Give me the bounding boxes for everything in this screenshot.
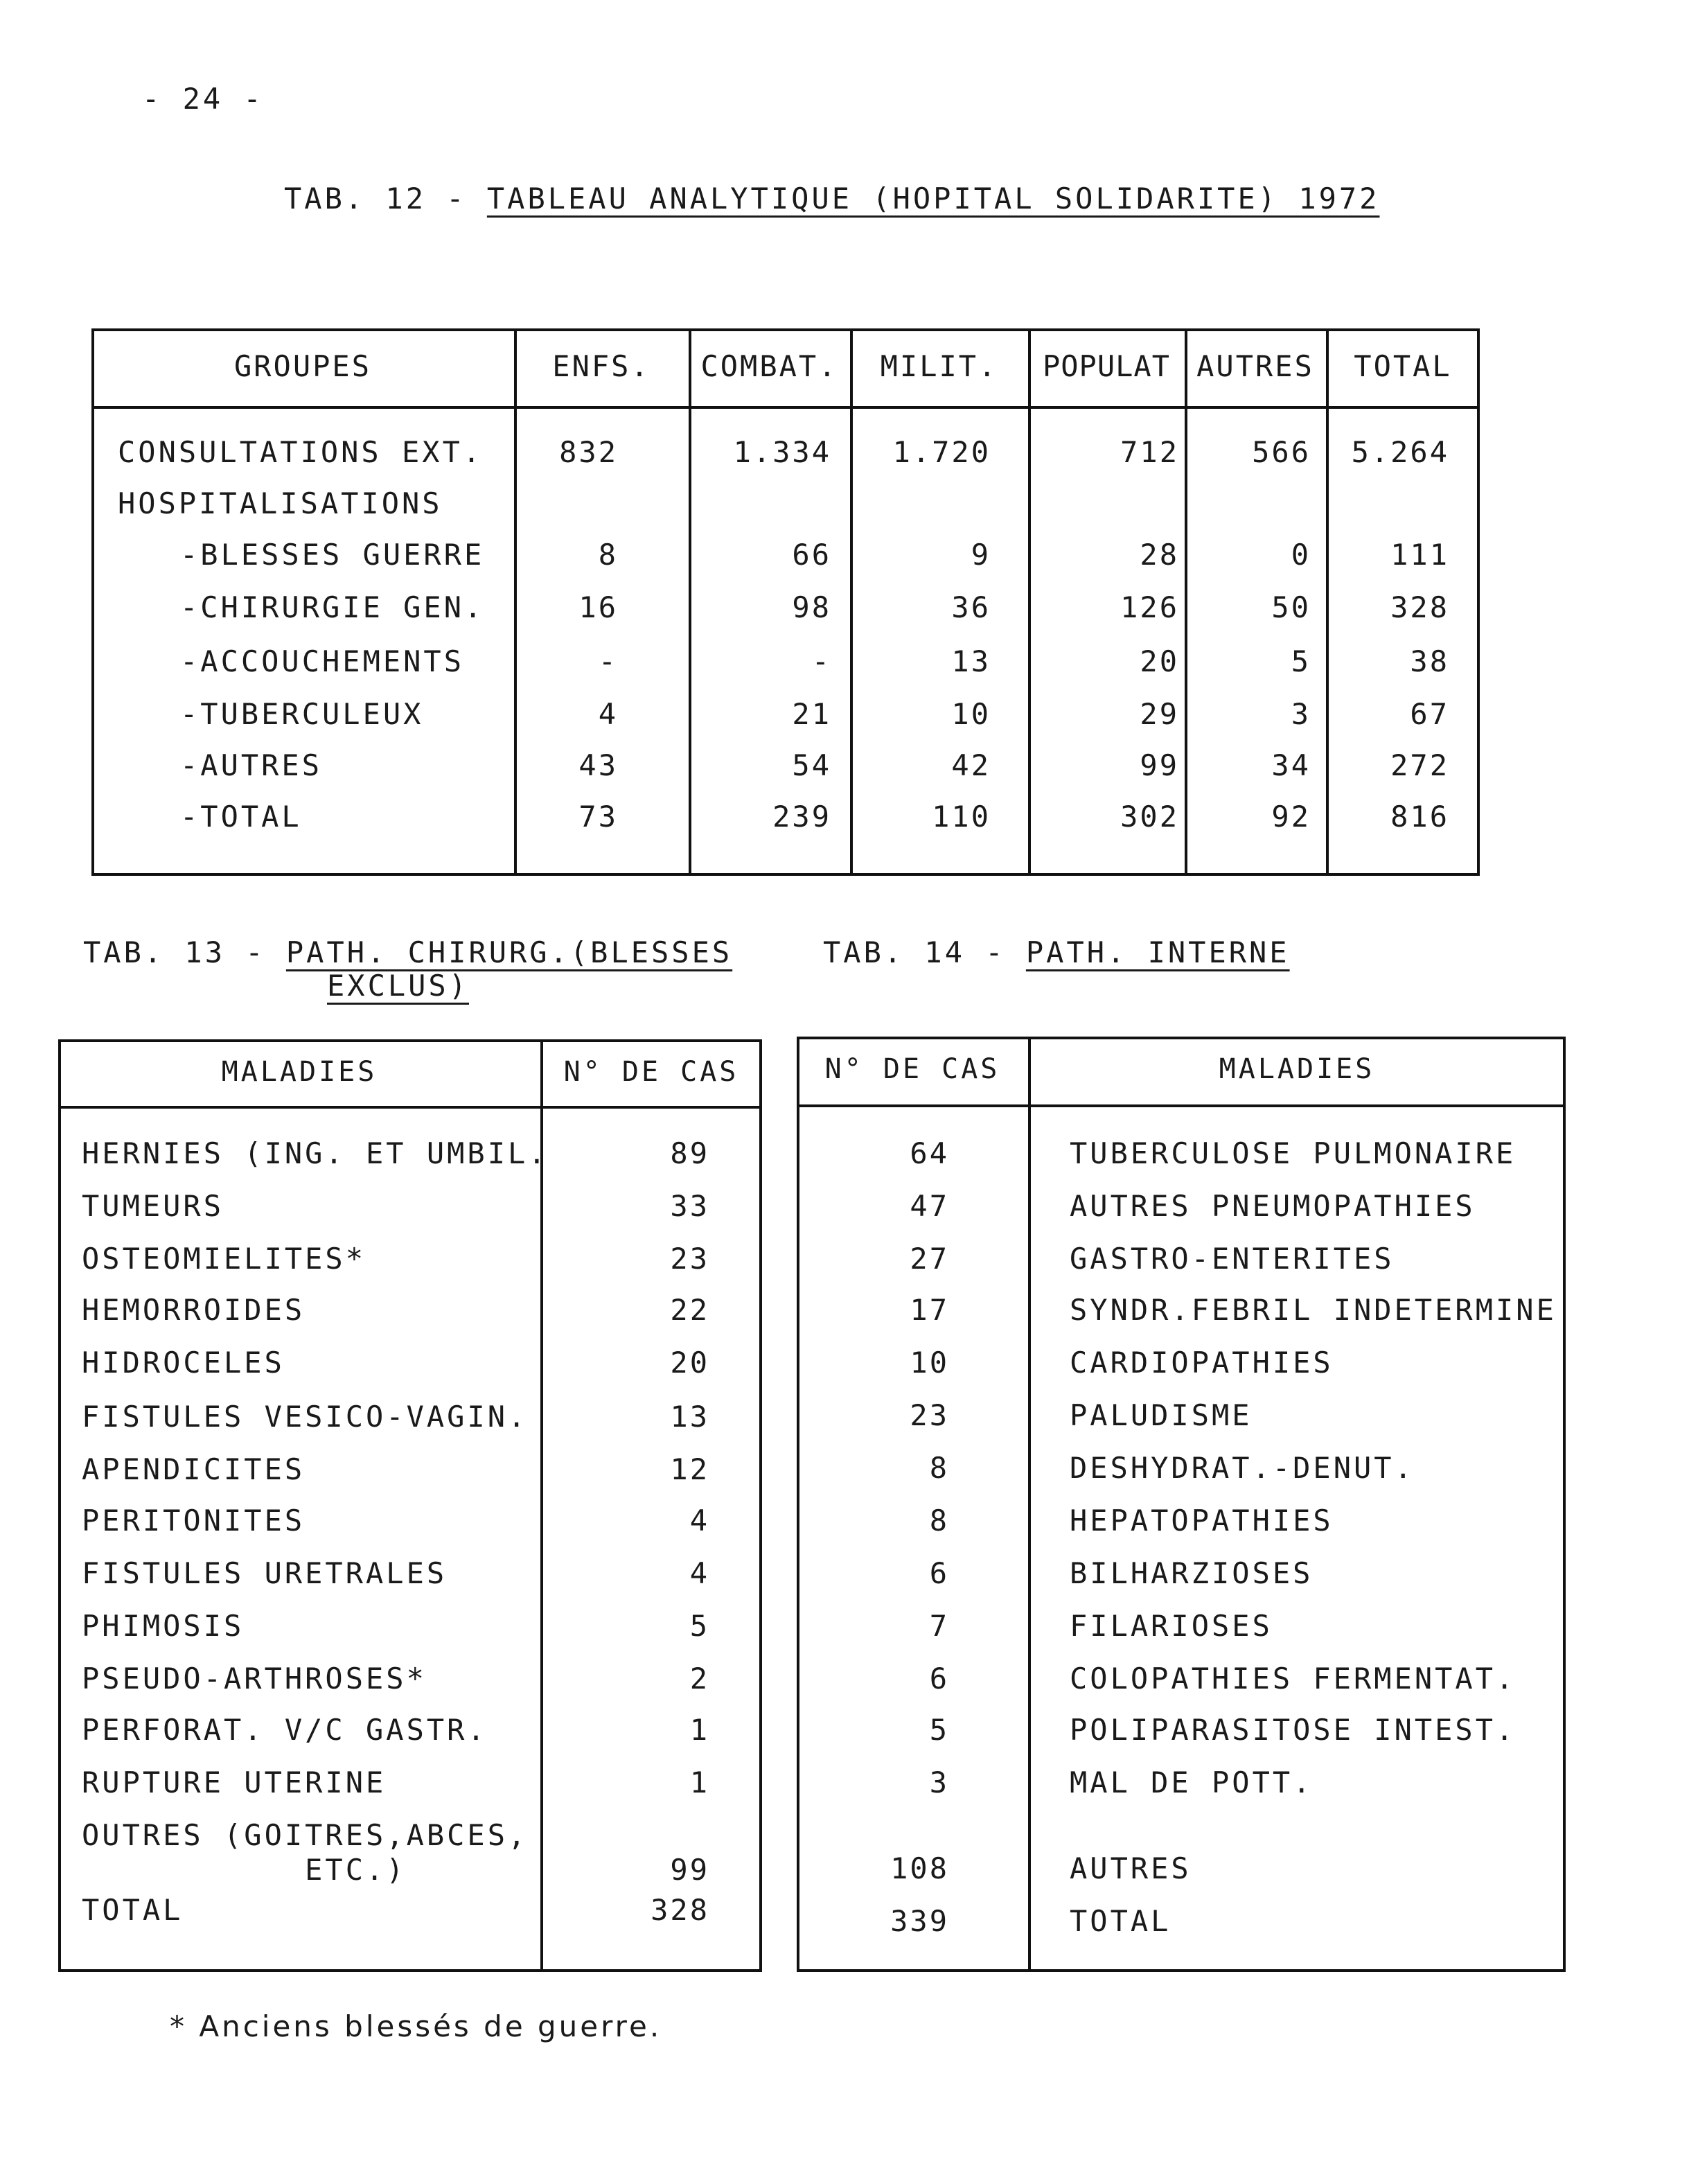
tab12-col-divider	[689, 328, 691, 876]
tab12-cell: 98	[792, 590, 831, 624]
tab13-row-label: RUPTURE UTERINE	[82, 1765, 387, 1799]
tab13-row-value: 23	[670, 1242, 709, 1276]
tab12-cell: 110	[932, 800, 991, 834]
tab14-row-value: 5	[929, 1713, 949, 1747]
tab13-header-divider	[58, 1106, 762, 1109]
footnote: * Anciens blessés de guerre.	[170, 2009, 662, 2043]
tab12-cell: 1.334	[733, 435, 831, 469]
tab12-cell: 16	[578, 590, 618, 624]
tab12-cell: 302	[1120, 800, 1179, 834]
tab12-cell: 4	[598, 697, 618, 731]
tab14-row-label: SYNDR.FEBRIL INDETERMINE	[1070, 1293, 1557, 1327]
tab14-row-value: 6	[929, 1556, 949, 1590]
tab12-cell: 712	[1120, 435, 1179, 469]
tab14-table	[797, 1037, 1566, 1972]
tab12-title-text: TABLEAU ANALYTIQUE (HOPITAL SOLIDARITE) 1972	[486, 182, 1380, 215]
tab12-header-enfs: ENFS.	[552, 349, 651, 383]
tab12-cell: 28	[1140, 538, 1179, 572]
tab13-row-label: APENDICITES	[82, 1452, 306, 1486]
tab14-title	[823, 935, 1290, 969]
tab13-row-value: 328	[651, 1893, 709, 1927]
tab14-row-label: BILHARZIOSES	[1070, 1556, 1314, 1590]
tab12-cell: 0	[1291, 538, 1311, 572]
tab12-row-label: CONSULTATIONS EXT.	[118, 435, 484, 469]
tab12-header-populat: POPULAT	[1042, 349, 1170, 383]
tab12-header-milit: MILIT.	[880, 349, 998, 383]
tab13-row-label: FISTULES VESICO-VAGIN.	[82, 1400, 529, 1434]
tab12-cell: 111	[1390, 538, 1449, 572]
tab13-row-label: OUTRES (GOITRES,ABCES, ETC.)	[82, 1818, 529, 1887]
tab13-row-value: 20	[670, 1346, 709, 1380]
tab14-title-text: PATH. INTERNE	[1025, 935, 1290, 969]
tab12-row-label: -CHIRURGIE GEN.	[180, 590, 485, 624]
tab13-row-label: OSTEOMIELITES*	[82, 1242, 366, 1276]
tab14-row-label: COLOPATHIES FERMENTAT.	[1070, 1662, 1516, 1696]
page-number: - 24 -	[142, 82, 264, 116]
tab13-row-label: PSEUDO-ARTHROSES*	[82, 1662, 427, 1696]
tab14-row-value: 339	[890, 1904, 949, 1938]
tab13-title	[83, 935, 732, 969]
tab12-header-total: TOTAL	[1354, 349, 1452, 383]
tab12-row-label: -TUBERCULEUX	[180, 697, 424, 731]
tab13-row-label: PERITONITES	[82, 1504, 306, 1538]
tab14-row-value: 10	[910, 1346, 949, 1380]
tab13-table	[58, 1039, 762, 1972]
tab14-row-label: AUTRES	[1070, 1851, 1192, 1885]
tab12-cell: 34	[1271, 748, 1311, 782]
tab13-row-value: 22	[670, 1293, 709, 1327]
tab12-cell: 50	[1271, 590, 1311, 624]
tab12-title	[284, 182, 1379, 215]
tab12-cell: 20	[1140, 644, 1179, 678]
tab13-row-value: 4	[689, 1556, 709, 1590]
tab12-cell: 92	[1271, 800, 1311, 834]
tab12-cell: 67	[1410, 697, 1449, 731]
tab12-cell: 272	[1390, 748, 1449, 782]
tab12-cell: 43	[578, 748, 618, 782]
tab12-header-divider	[91, 406, 1480, 409]
tab14-row-label: AUTRES PNEUMOPATHIES	[1070, 1189, 1476, 1223]
tab12-table	[91, 328, 1480, 876]
tab13-row-label: HEMORROIDES	[82, 1293, 306, 1327]
tab13-row-label: TUMEURS	[82, 1189, 224, 1223]
tab12-header-autres: AUTRES	[1196, 349, 1314, 383]
tab14-row-label: GASTRO-ENTERITES	[1070, 1242, 1395, 1276]
tab14-header-maladies: MALADIES	[1219, 1053, 1375, 1085]
tab12-cell: 8	[598, 538, 618, 572]
tab14-row-label: MAL DE POTT.	[1070, 1765, 1314, 1799]
tab12-cell: 42	[951, 748, 991, 782]
tab12-cell: 328	[1390, 590, 1449, 624]
tab14-row-label: CARDIOPATHIES	[1070, 1346, 1334, 1380]
tab14-row-label: DESHYDRAT.-DENUT.	[1070, 1451, 1415, 1485]
tab12-row-label: -TOTAL	[180, 800, 302, 834]
tab12-cell: 3	[1291, 697, 1311, 731]
tab14-row-value: 8	[929, 1504, 949, 1538]
tab14-col-divider	[1028, 1037, 1031, 1972]
tab14-header-divider	[797, 1104, 1566, 1107]
tab12-cell: 1.720	[892, 435, 991, 469]
tab13-header-maladies: MALADIES	[221, 1056, 378, 1088]
tab12-cell: 239	[772, 800, 831, 834]
tab12-cell: 66	[792, 538, 831, 572]
tab14-row-value: 47	[910, 1189, 949, 1223]
tab14-row-value: 23	[910, 1398, 949, 1432]
tab12-row-label: HOSPITALISATIONS	[118, 486, 443, 520]
tab12-cell: 73	[578, 800, 618, 834]
tab12-cell: 5.264	[1351, 435, 1449, 469]
tab12-cell: 13	[951, 644, 991, 678]
tab13-row-value: 1	[689, 1765, 709, 1799]
tab13-row-label: PERFORAT. V/C GASTR.	[82, 1713, 488, 1747]
tab12-cell: -	[811, 644, 831, 678]
tab13-row-value: 1	[689, 1713, 709, 1747]
tab12-cell: 126	[1120, 590, 1179, 624]
tab14-row-value: 17	[910, 1293, 949, 1327]
tab13-row-value: 4	[689, 1504, 709, 1538]
tab12-row-label: -BLESSES GUERRE	[180, 538, 485, 572]
tab12-cell: -	[598, 644, 618, 678]
tab13-row-value: 2	[689, 1662, 709, 1696]
tab14-row-label: TUBERCULOSE PULMONAIRE	[1070, 1136, 1516, 1170]
tab12-cell: 99	[1140, 748, 1179, 782]
tab14-row-label: POLIPARASITOSE INTEST.	[1070, 1713, 1516, 1747]
tab12-cell: 10	[951, 697, 991, 731]
tab14-row-value: 6	[929, 1662, 949, 1696]
tab14-row-label: FILARIOSES	[1070, 1609, 1273, 1643]
tab13-row-value: 89	[670, 1136, 709, 1170]
tab14-row-value: 64	[910, 1136, 949, 1170]
tab12-cell: 54	[792, 748, 831, 782]
tab12-cell: 36	[951, 590, 991, 624]
tab12-cell: 816	[1390, 800, 1449, 834]
tab12-cell: 9	[971, 538, 991, 572]
tab13-row-value: 33	[670, 1189, 709, 1223]
tab13-header-cas: N° DE CAS	[563, 1056, 739, 1088]
tab12-cell: 29	[1140, 697, 1179, 731]
tab14-row-label: TOTAL	[1070, 1904, 1171, 1938]
tab12-header-combat: COMBAT.	[700, 349, 838, 383]
tab13-row-value: 12	[670, 1452, 709, 1486]
tab13-title-cont	[327, 969, 469, 1003]
tab14-header-cas: N° DE CAS	[824, 1053, 1000, 1085]
tab12-row-label: -AUTRES	[180, 748, 323, 782]
tab13-title-line1: PATH. CHIRURG.(BLESSES	[285, 935, 733, 969]
tab13-col-divider	[540, 1039, 543, 1972]
tab14-row-value: 7	[929, 1609, 949, 1643]
tab14-row-value: 27	[910, 1242, 949, 1276]
tab13-title-line2: EXCLUS)	[327, 969, 470, 1003]
tab13-row-label: TOTAL	[82, 1893, 184, 1927]
tab13-row-label: FISTULES URETRALES	[82, 1556, 448, 1590]
tab12-cell: 566	[1252, 435, 1311, 469]
tab14-row-value: 8	[929, 1451, 949, 1485]
tab12-cell: 21	[792, 697, 831, 731]
tab14-row-value: 108	[890, 1851, 949, 1885]
tab13-prefix: TAB. 13 -	[83, 935, 286, 969]
tab12-cell: 38	[1410, 644, 1449, 678]
tab14-row-value: 3	[929, 1765, 949, 1799]
tab12-prefix: TAB. 12 -	[284, 182, 487, 215]
tab13-row-value: 5	[689, 1609, 709, 1643]
tab13-row-value: 13	[670, 1400, 709, 1434]
tab13-row-label: HERNIES (ING. ET UMBIL.	[82, 1136, 549, 1170]
tab12-header-groupes: GROUPES	[233, 349, 371, 383]
tab12-cell: 832	[559, 435, 618, 469]
tab14-row-label: PALUDISME	[1070, 1398, 1253, 1432]
tab13-row-value: 99	[670, 1853, 709, 1887]
tab13-row-label: PHIMOSIS	[82, 1609, 245, 1643]
tab14-row-label: HEPATOPATHIES	[1070, 1504, 1334, 1538]
tab12-row-label: -ACCOUCHEMENTS	[180, 644, 465, 678]
tab14-prefix: TAB. 14 -	[823, 935, 1026, 969]
tab13-row-label: HIDROCELES	[82, 1346, 285, 1380]
tab12-col-divider	[1028, 328, 1031, 876]
tab12-cell: 5	[1291, 644, 1311, 678]
